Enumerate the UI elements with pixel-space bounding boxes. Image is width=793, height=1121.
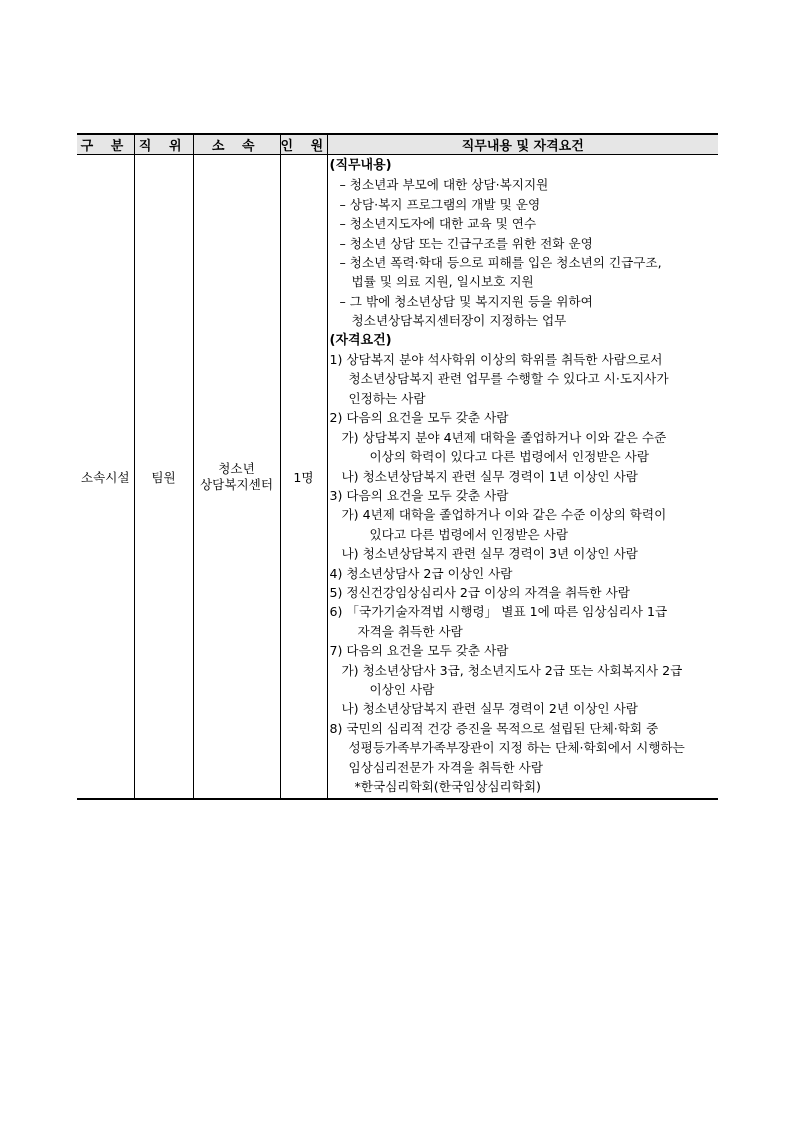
qualification-line: 6) 「국가기술자격법 시행령」 별표 1에 따른 임상심리사 1급 (329, 604, 668, 620)
qualification-line: 가) 청소년상담사 3급, 청소년지도사 2급 또는 사회복지사 2급 (341, 662, 683, 678)
affiliation-line-1: 청소년 (218, 460, 255, 476)
qualification-line: 5) 정신건강임상심리사 2급 이상의 자격을 취득한 사람 (329, 584, 630, 600)
qualification-line: 나) 청소년상담복지 관련 실무 경력이 2년 이상인 사람 (341, 701, 638, 717)
cell-personnel: 1명 (280, 155, 327, 800)
qualification-line: 3) 다음의 요건을 모두 갖춘 사람 (329, 487, 509, 503)
header-category: 구 분 (77, 134, 134, 155)
header-row (77, 134, 718, 155)
duty-item: – 청소년과 부모에 대한 상담·복지지원 (339, 177, 549, 193)
qualification-line: 자격을 취득한 사람 (357, 623, 463, 639)
header-position: 직 위 (134, 134, 193, 155)
table-row (77, 155, 718, 800)
qualification-note: *한국심리학회(한국임상심리학회) (354, 779, 541, 794)
recruitment-table (77, 133, 718, 800)
header-affiliation: 소 속 (193, 134, 280, 155)
duty-item: – 청소년지도자에 대한 교육 및 연수 (339, 216, 537, 232)
qualification-line: 나) 청소년상담복지 관련 실무 경력이 3년 이상인 사람 (341, 546, 638, 562)
cell-duties (327, 155, 718, 800)
qualification-line: 인정하는 사람 (348, 390, 426, 406)
affiliation-line-2: 상담복지센터 (200, 476, 273, 492)
qualification-title: (자격요건) (329, 332, 392, 348)
qualification-line: 2) 다음의 요건을 모두 갖춘 사람 (329, 410, 509, 426)
duties-title: (직무내용) (329, 158, 392, 173)
qualification-line: 8) 국민의 심리적 건강 증진을 목적으로 설립된 단체·학회 중 (329, 720, 659, 736)
qualification-line: 청소년상담복지 관련 업무를 수행할 수 있다고 시·도지사가 (348, 371, 669, 387)
duty-item: – 상담·복지 프로그램의 개발 및 운영 (339, 196, 541, 212)
duty-item-continuation: 법률 및 의료 지원, 일시보호 지원 (351, 274, 534, 290)
qualification-line: 이상인 사람 (369, 681, 435, 697)
qualification-line: 나) 청소년상담복지 관련 실무 경력이 1년 이상인 사람 (341, 468, 638, 484)
qualification-line: 1) 상담복지 분야 석사학위 이상의 학위를 취득한 사람으로서 (329, 352, 663, 368)
qualification-line: 4) 청소년상담사 2급 이상인 사람 (329, 565, 513, 581)
qualification-line: 임상심리전문가 자격을 취득한 사람 (348, 759, 543, 775)
cell-position: 팀원 (134, 155, 193, 800)
duty-item-continuation: 청소년상담복지센터장이 지정하는 업무 (351, 313, 567, 329)
cell-affiliation (193, 155, 280, 800)
header-duties: 직무내용 및 자격요건 (327, 134, 718, 155)
duty-item: – 청소년 폭력·학대 등으로 피해를 입은 청소년의 긴급구조, (339, 255, 662, 271)
qualification-line: 7) 다음의 요건을 모두 갖춘 사람 (329, 643, 509, 659)
qualification-line: 가) 4년제 대학을 졸업하거나 이와 같은 수준 이상의 학력이 (341, 507, 667, 523)
qualification-line: 이상의 학력이 있다고 다른 법령에서 인정받은 사람 (369, 449, 649, 465)
cell-category: 소속시설 (77, 155, 134, 800)
qualification-line: 가) 상담복지 분야 4년제 대학을 졸업하거나 이와 같은 수준 (341, 429, 667, 445)
duty-item: – 청소년 상담 또는 긴급구조를 위한 전화 운영 (339, 235, 593, 251)
qualification-line: 성평등가족부가족부장관이 지정 하는 단체·학회에서 시행하는 (348, 740, 685, 756)
header-personnel: 인 원 (280, 134, 327, 155)
qualification-line: 있다고 다른 법령에서 인정받은 사람 (369, 526, 568, 542)
duty-item: – 그 밖에 청소년상담 및 복지지원 등을 위하여 (339, 293, 593, 309)
